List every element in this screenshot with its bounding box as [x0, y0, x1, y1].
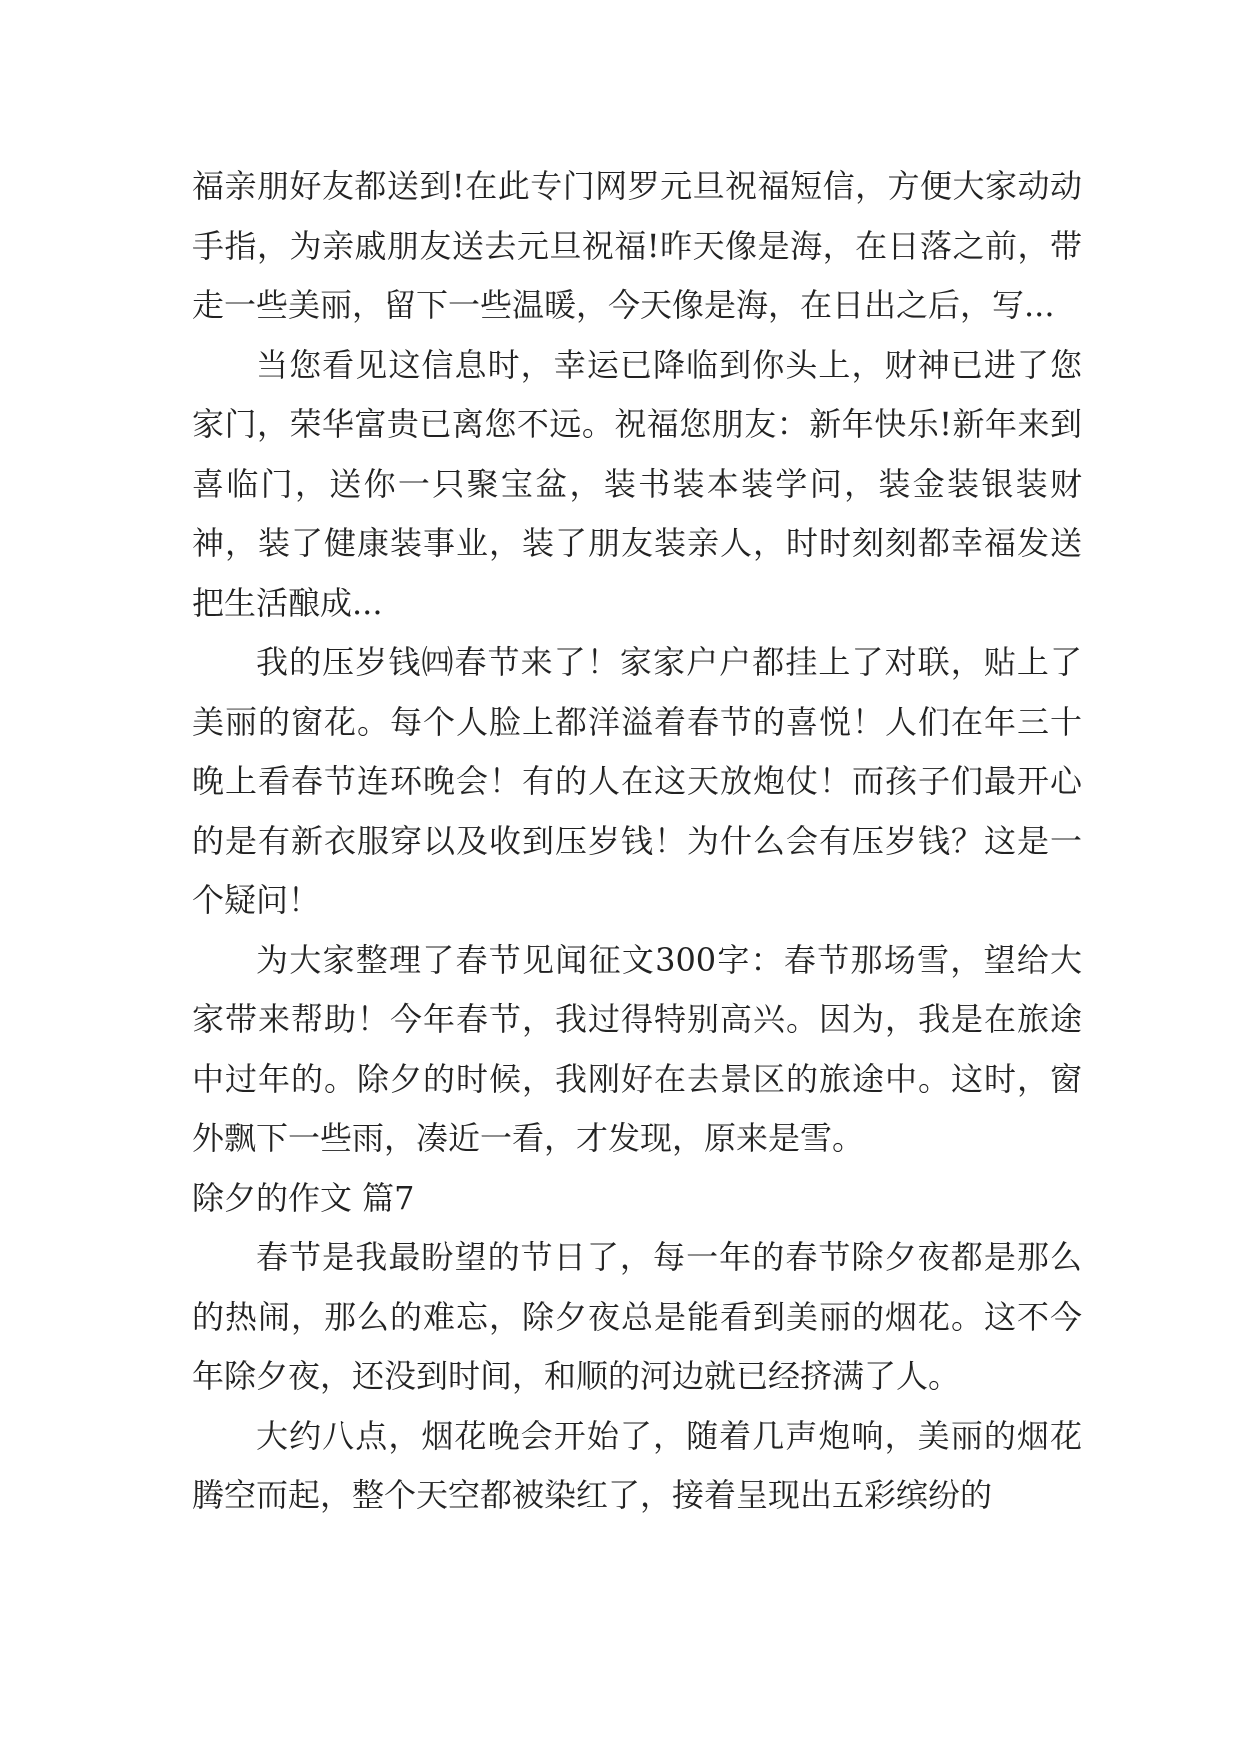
paragraph-lucky-money: 我的压岁钱㈣春节来了！家家户户都挂上了对联，贴上了美丽的窗花。每个人脸上都洋溢着春节的喜悦！人们在年三十晚上看春节连环晚会！有的人在这天放炮仗！而孩子们最开心的是有新衣服穿以及收到压岁钱！为什么会有压岁钱？这是一个疑问！ — [192, 643, 1082, 919]
section-heading: 除夕的作文 篇7 — [192, 1178, 415, 1217]
paragraph-greetings-intro: 福亲朋好友都送到!在此专门网罗元旦祝福短信，方便大家动动手指，为亲戚朋友送去元旦祝福!昨天像是海，在日落之前，带走一些美丽，留下一些温暖，今天像是海，在日出之后，写... — [192, 167, 1082, 324]
document-body — [192, 157, 1082, 1526]
paragraph-new-year-blessing: 当您看见这信息时，幸运已降临到你头上，财神已进了您家门，荣华富贵已离您不远。祝福您朋友：新年快乐!新年来到喜临门，送你一只聚宝盆，装书装本装学问，装金装银装财神，装了健康装事业，装了朋友装亲人，时时刻刻都幸福发送把生活酿成... — [192, 345, 1082, 622]
paragraph-fireworks: 大约八点，烟花晚会开始了，随着几声炮响，美丽的烟花腾空而起，整个天空都被染红了，接着呈现出五彩缤纷的 — [192, 1416, 1082, 1514]
paragraph-new-years-eve: 春节是我最盼望的节日了，每一年的春节除夕夜都是那么的热闹，那么的难忘，除夕夜总是能看到美丽的烟花。这不今年除夕夜，还没到时间，和顺的河边就已经挤满了人。 — [192, 1238, 1082, 1395]
paragraph-spring-festival-snow: 为大家整理了春节见闻征文300字：春节那场雪，望给大家带来帮助！今年春节，我过得特别高兴。因为，我是在旅途中过年的。除夕的时候，我刚好在去景区的旅途中。这时，窗外飘下一些雨，凑近一看，才发现，原来是雪。 — [192, 940, 1082, 1157]
